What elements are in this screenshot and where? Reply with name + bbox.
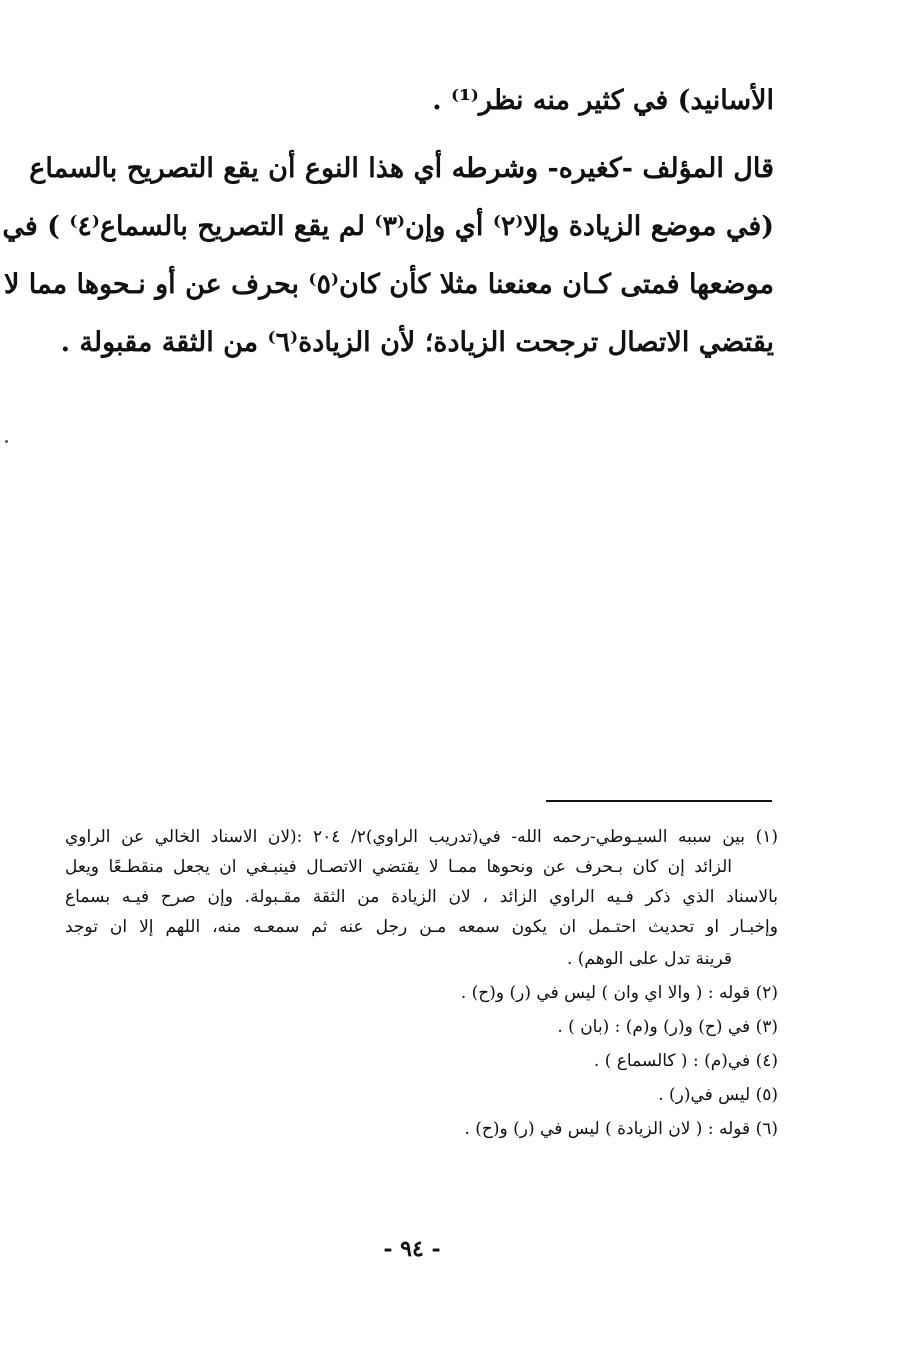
footnote-1-line: وإخبـار او تحديث احتـمل ان يكون سمعه مـن رجل عنه ثم سمعـه منه، اللهم إلا ان توجد [65,917,778,937]
footnote-6: (٦) قوله : ( لان الزيادة ) ليس في (ر) و(ح) . [464,1119,778,1139]
main-text-line: يقتضي الاتصال ترجحت الزيادة؛ لأن الزيادة⁽٦⁾ من الثقة مقبولة . [60,327,774,358]
paragraph-gap [58,130,774,140]
page-number: - ٩٤ - [383,1236,441,1262]
footnote-divider [546,800,772,802]
footnote-1-line: (١) بين سببه السيـوطي-رحمه الله- في(تدريب الراوي)٢/ ٢٠٤ :(لان الاسناد الخالي عن الراوي [65,827,778,847]
scan-speck [5,440,8,443]
main-text-line: الأسانيد) في كثير منه نظر⁽¹⁾ . [432,85,774,116]
main-text-line: قال المؤلف -كغيره- وشرطه أي هذا النوع أن يقع التصريح بالسماع [29,153,774,184]
main-text-line: (في موضع الزيادة وإلا⁽٢⁾ أي وإن⁽٣⁾ لم يقع التصريح بالسماع⁽٤⁾ ) في [2,211,774,242]
footnotes [65,822,778,1146]
main-text-line: موضعها فمتى كـان معنعنا مثلا كأن كان⁽٥⁾ بحرف عن أو نـحوها مما لا [3,269,774,300]
footnote-1-line: الزائد إن كان بـحرف عن ونحوها ممـا لا يقتضي الاتصـال فينبـغي ان يجعل منقطـعًا ويعل [65,857,732,877]
footnote-5: (٥) ليس في(ر) . [658,1085,778,1105]
footnote-3: (٣) في (ح) و(ر) و(م) : (بان ) . [557,1017,778,1037]
footnote-4: (٤) في(م) : ( كالسماع ) . [593,1051,778,1071]
footnote-1-line: قرينة تدل على الوهم) . [566,949,732,969]
main-text [2,72,774,372]
footnote-2: (٢) قوله : ( والا اي وان ) ليس في (ر) و(ح) . [460,983,778,1003]
footnote-1-line: بالاسناد الذي ذكر فـيه الراوي الزائد ، لان الزيادة من الثقة مقـبولة. وإن صرح فيـه بسماع [65,887,778,907]
